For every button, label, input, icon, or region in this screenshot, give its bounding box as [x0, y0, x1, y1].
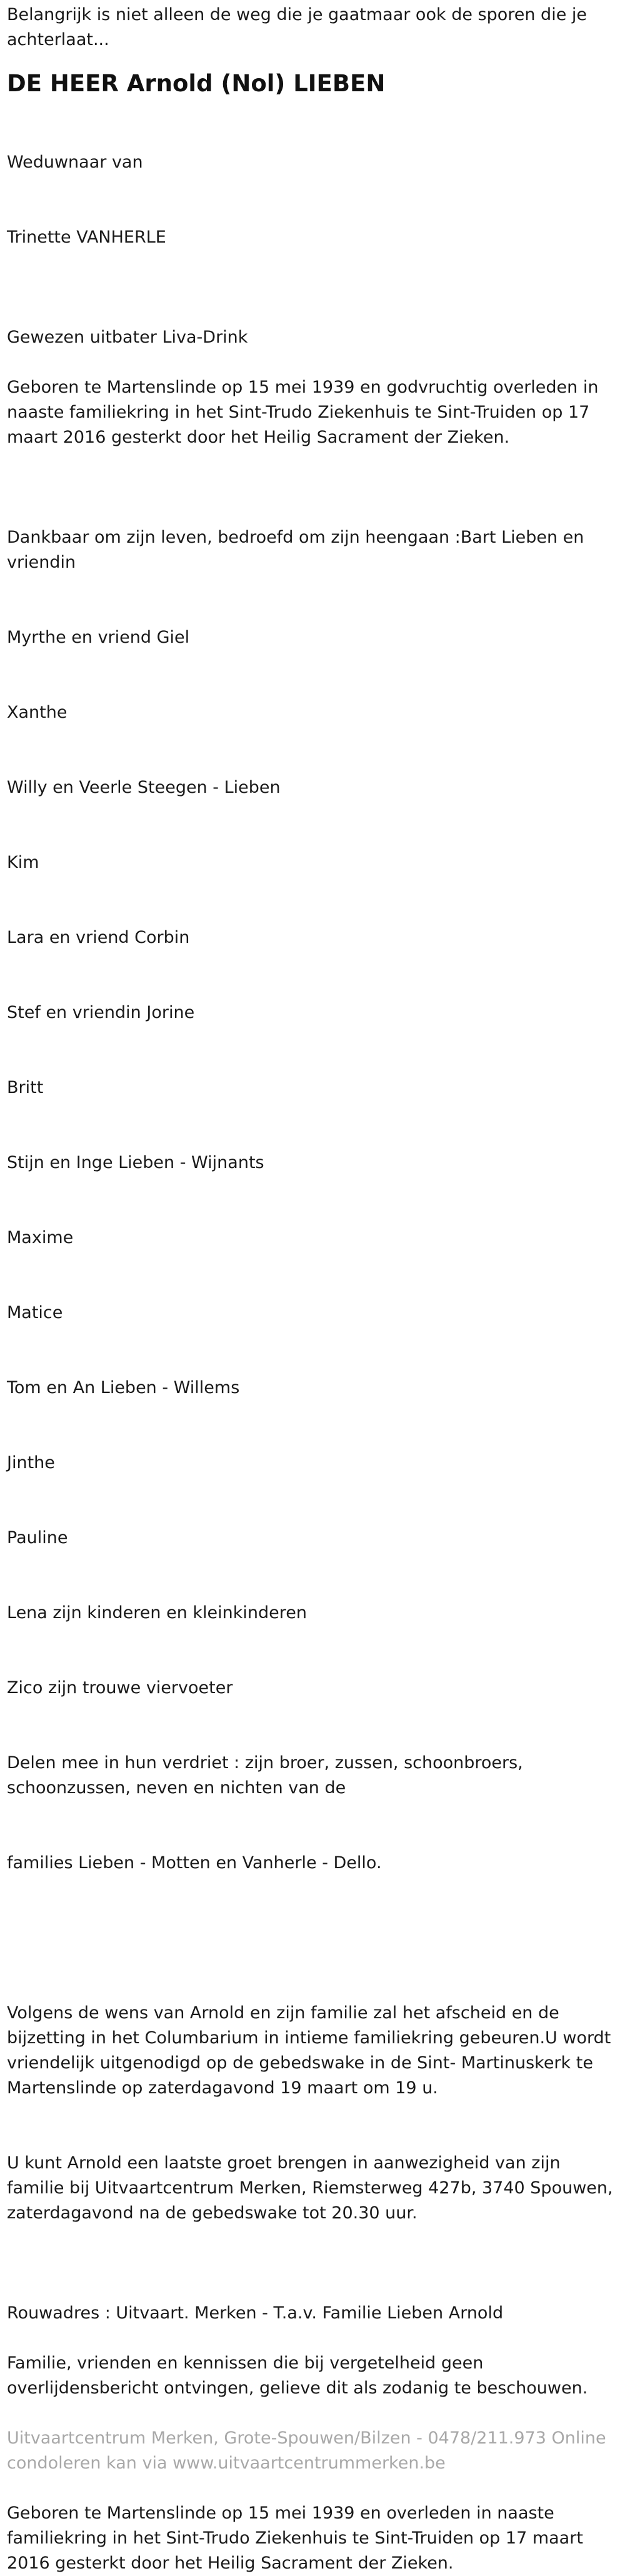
family-line: Tom en An Lieben - Willems — [7, 1378, 240, 1397]
family-line: Delen mee in hun verdriet : zijn broer, zussen, schoonbroers, schoonzussen, neven en nichten van de — [7, 1753, 529, 1798]
family-line: Jinthe — [7, 1453, 55, 1472]
mourning-address: Rouwadres : Uitvaart. Merken - T.a.v. Familie Lieben Arnold — [7, 2303, 504, 2323]
family-line: families Lieben - Motten en Vanherle - Dello. — [7, 1853, 382, 1873]
family-list — [7, 475, 618, 1926]
birth-death-paragraph: Geboren te Martenslinde op 15 mei 1939 en godvruchtig overleden in naaste familiekring in het Sint-Trudo Ziekenhuis te Sint-Truiden op 17 maart 2016 gesterkt door het Heilig Sacrament der Zieken. — [7, 378, 604, 447]
ceremony-line: Volgens de wens van Arnold en zijn familie zal het afscheid en de bijzetting in het Columbarium in intieme familiekring gebeuren.U wordt vriendelijk uitgenodigd op de gebedswake in de Sint- Martinuskerk te Martenslinde op zaterdagavond 19 maart om 19 u. — [7, 2003, 616, 2098]
family-line: Kim — [7, 853, 39, 872]
intro-quote: Belangrijk is niet alleen de weg die je gaatmaar ook de sporen die je achterlaat... — [7, 5, 592, 49]
spouse-name: Trinette VANHERLE — [7, 228, 166, 247]
ceremony-line: U kunt Arnold een laatste groet brengen in aanwezigheid van zijn familie bij Uitvaartcentrum Merken, Riemsterweg 427b, 3740 Spouwen, zaterdagavond na de gebedswake tot 20.30 uur. — [7, 2153, 619, 2223]
family-line: Zico zijn trouwe viervoeter — [7, 1678, 233, 1698]
family-line: Stijn en Inge Lieben - Wijnants — [7, 1153, 264, 1172]
ceremony-info — [7, 1951, 618, 2276]
family-line: Xanthe — [7, 703, 68, 722]
family-line: Dankbaar om zijn leven, bedroefd om zijn heengaan :Bart Lieben en vriendin — [7, 528, 589, 572]
widow-line: Weduwnaar van — [7, 153, 143, 172]
birth-death-repeat: Geboren te Martenslinde op 15 mei 1939 en overleden in naaste familiekring in het Sint-Trudo Ziekenhuis te Sint-Truiden op 17 maart 2016 gesterkt door het Heilig Sacrament der Zieken. — [7, 2503, 589, 2573]
deceased-name: DE HEER Arnold (Nol) LIEBEN — [7, 70, 386, 97]
widow-of — [7, 100, 618, 300]
family-line: Maxime — [7, 1228, 74, 1247]
family-line: Myrthe en vriend Giel — [7, 628, 190, 647]
family-line: Britt — [7, 1078, 44, 1097]
family-line: Matice — [7, 1303, 63, 1322]
notice-paragraph: Familie, vrienden en kennissen die bij vergetelheid geen overlijdensbericht ontvingen, gelieve dit als zodanig te beschouwen. — [7, 2353, 588, 2398]
family-line: Willy en Veerle Steegen - Lieben — [7, 778, 281, 797]
funeral-home-info: Uitvaartcentrum Merken, Grote-Spouwen/Bilzen - 0478/211.973 Online condoleren kan via www.uitvaartcentrummerken.be — [7, 2428, 612, 2473]
family-line: Pauline — [7, 1528, 68, 1547]
occupation: Gewezen uitbater Liva-Drink — [7, 328, 248, 347]
family-line: Lena zijn kinderen en kleinkinderen — [7, 1603, 308, 1623]
family-line: Lara en vriend Corbin — [7, 928, 190, 947]
family-line: Stef en vriendin Jorine — [7, 1003, 195, 1022]
